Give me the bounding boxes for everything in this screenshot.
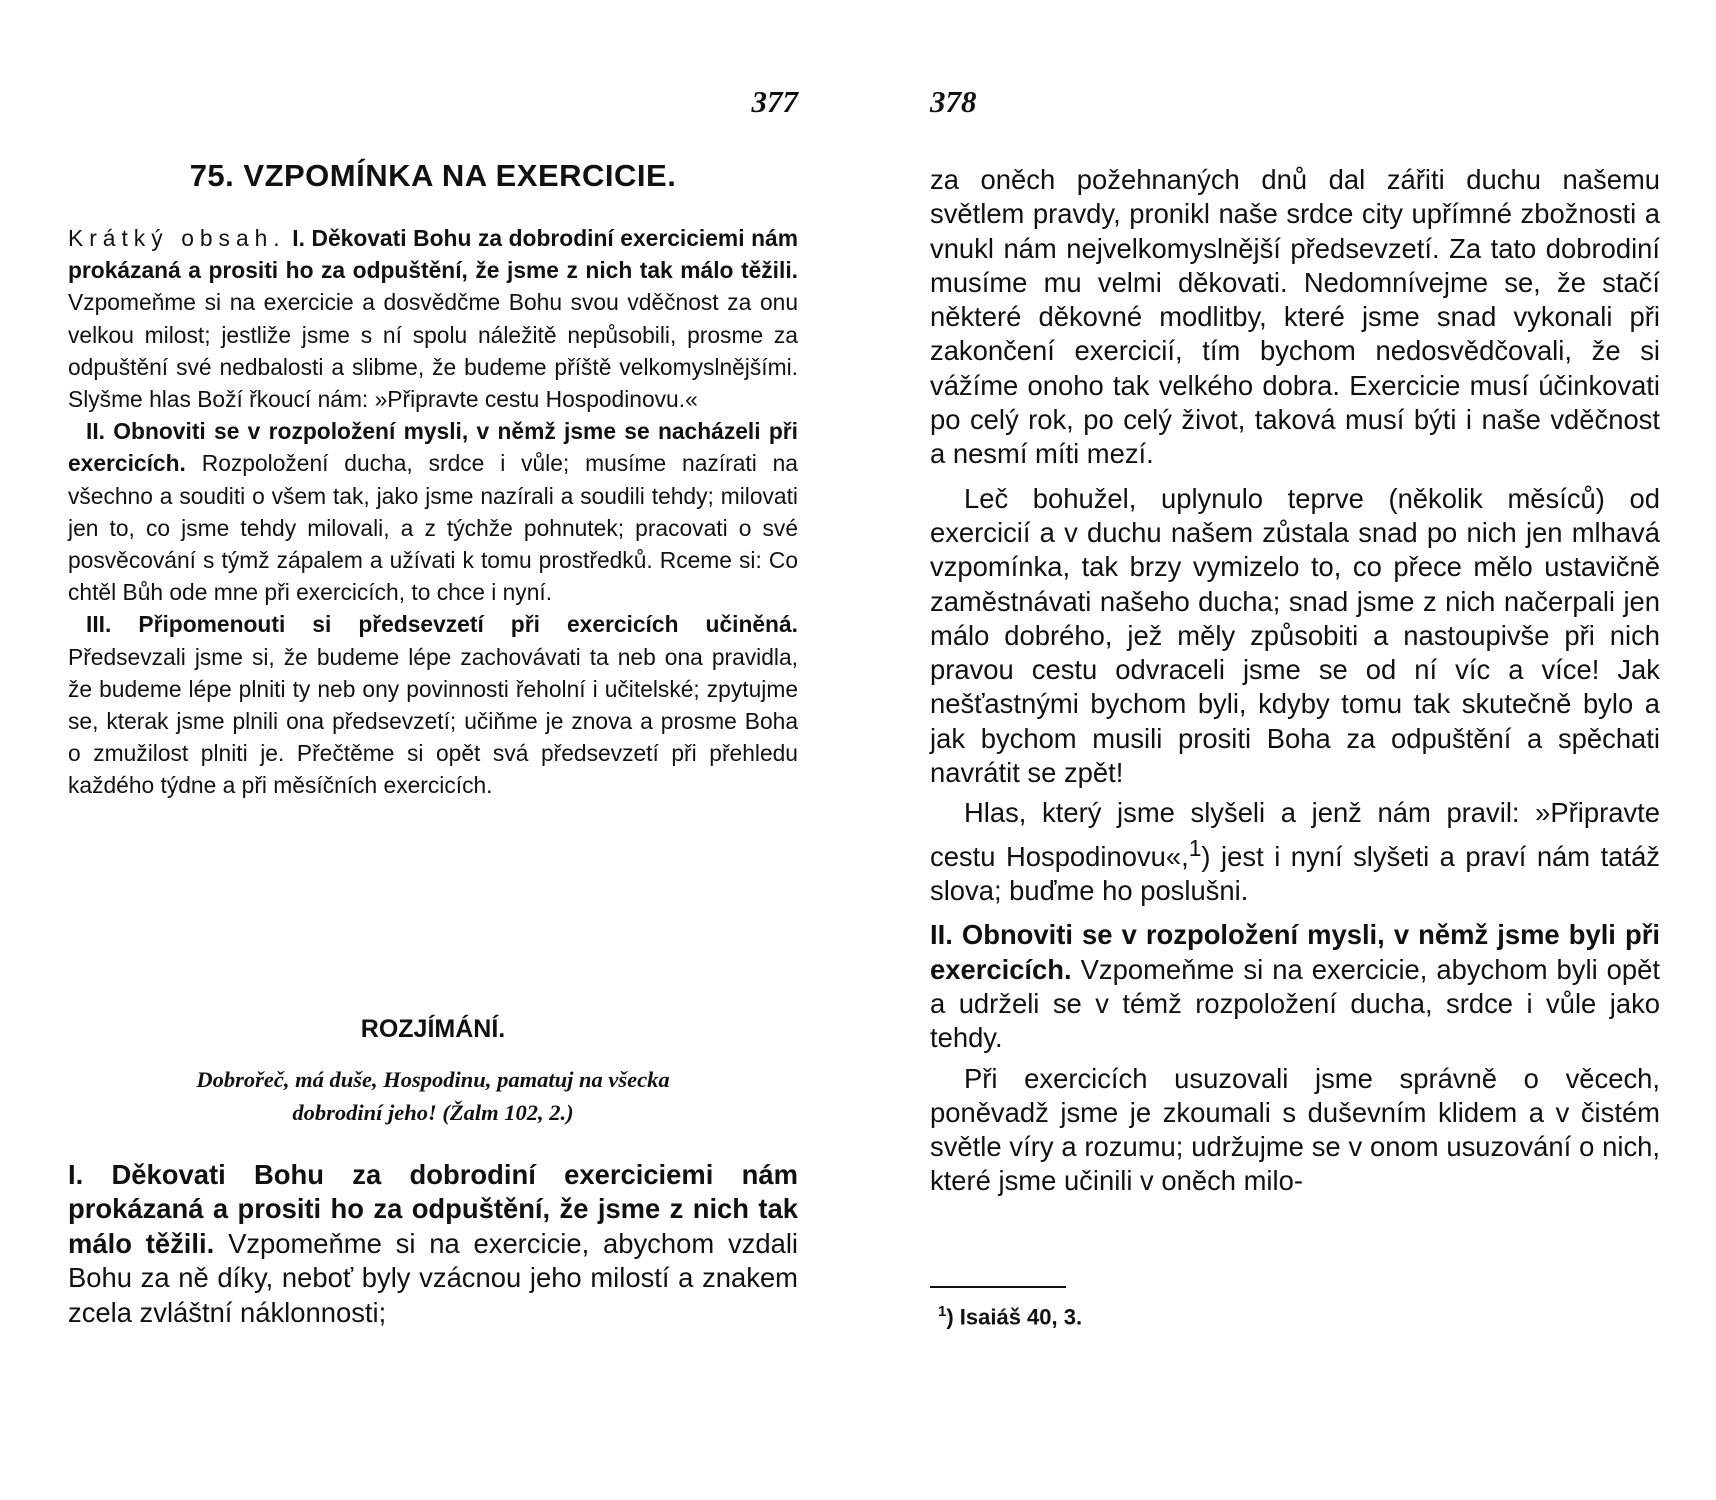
footnote — [938, 1303, 1082, 1330]
summary-point-2-heading: II. Obnoviti se v rozpoložení mysli, v němž jsme se nacházeli při exercicích. — [68, 418, 798, 477]
summary-point-1-heading: I. Děkovati Bohu za dobrodiní exerciciemi nám prokázaná a prositi ho za odpuštění, že jsme z nich tak málo těžili. — [68, 225, 798, 284]
meditation-point-2-text: Vzpomeňme si na exercicie, abychom byli opět a udrželi se v témž rozpoložení ducha, srdce i vůle jako tehdy. — [930, 953, 1660, 1054]
motto-line: Dobrořeč, má duše, Hospodinu, pamatuj na všecka — [196, 1067, 670, 1092]
chapter-summary — [68, 222, 798, 802]
paragraph: Leč bohužel, uplynulo teprve (několik měsíců) od exercicií a v duchu našem zůstala snad po nich jen mlhavá vzpomínka, tak brzy vymizelo to, co přece mělo ustavičně zaměstnávati našeho ducha; snad jsme z nich načerpali jen málo dobrého, jež měly způsobiti a nastoupivše při nich pravou cestu odvraceli jsme se od ní víc a více! Jak nešťastnými bychom byli, kdyby tomu tak skutečně bylo a jak bychom musili prositi Boha za odpuštění a spěchati navrátit se zpět! — [930, 482, 1660, 789]
meditation-point-1-text: Vzpomeňme si na exercicie, abychom vzdali Bohu za ně díky, neboť byly vzácnou jeho milostí a znakem zcela zvláštní náklonnosti; — [68, 1227, 798, 1328]
summary-point-1-text: Vzpomeňme si na exercicie a dosvědčme Bohu svou vděčnost za onu velkou milost; jestliže jsme s ní spolu náležitě nepůsobili, prosme za odpuštění své nedbalosti a slibme, že budeme příště velkomyslnějšími. Slyšme hlas Boží řkoucí nám: »Připravte cestu Hospodinovu.« — [68, 289, 798, 413]
left-page — [68, 0, 798, 1500]
summary-paragraph-3 — [68, 608, 798, 801]
summary-paragraph-2 — [68, 415, 798, 608]
summary-point-2-text: Rozpoložení ducha, srdce i vůle; musíme nazírati na všechno a souditi o všem tak, jako jsme nazírali a soudili tehdy; milovati jen to, co jsme tehdy milovali, a z týchže pohnutek; pracovati o své posvěcování s týmž zápalem a užívati k tomu prostředků. Rceme si: Co chtěl Bůh ode mne při exercicích, to chce i nyní. — [68, 450, 798, 606]
meditation-point-2-heading: II. Obnoviti se v rozpoložení mysli, v němž jsme byli při exercicích. — [930, 919, 1660, 985]
footnote-mark: 1 — [938, 1303, 947, 1320]
footnote-divider — [930, 1286, 1066, 1288]
paragraph — [930, 796, 1660, 908]
summary-paragraph-1 — [68, 222, 798, 415]
summary-point-3-text: Předsevzali jsme si, že budeme lépe zachovávati ta neb ona pravidla, že budeme lépe plniti ty neb ony povinnosti řeholní i učitelské; zpytujme se, kterak jsme plnili ona předsevzetí; učiňme je znova a prosme Boha o zmužilost plniti je. Přečtěme si opět svá předsevzetí při přehledu každého týdne a při měsíčních exercicích. — [68, 643, 798, 799]
paragraph: Při exercicích usuzovali jsme správně o věcech, poněvadž jsme je zkoumali s duševním klidem a v čistém světle víry a rozumu; udržujme se v onom usuzování o nich, které jsme učinili v oněch milo- — [930, 1062, 1660, 1197]
meditation-point-1 — [68, 1158, 798, 1330]
right-page-body — [930, 163, 1660, 1205]
page-number: 377 — [751, 84, 798, 119]
paragraph: za oněch požehnaných dnů dal zářiti duchu našemu světlem pravdy, pronikl naše srdce city upřímné zbožnosti a vnukl nám nejvelkomyslnější předsevzetí. Za tato dobrodiní musíme mu velmi děkovati. Nedomnívejme se, že stačí některé děkovné modlitby, které jsme snad vykonali při zakončení exercicií, tím bychom nedosvědčovali, že si vážíme onoho tak velkého dobra. Exercicie musí účinkovati po celý rok, po celý život, taková musí býti i naše vděčnost a nesmí míti mezí. — [930, 164, 1660, 470]
right-page — [930, 0, 1660, 1500]
summary-point-3-heading: III. Připomenouti si předsevzetí při exercicích učiněná. — [86, 611, 798, 638]
meditation-point-2 — [930, 918, 1660, 1055]
paragraph-text: ) jest i nyní slyšeti a praví nám tatáž slova; buďme ho poslušni. — [930, 840, 1661, 907]
chapter-title: 75. VZPOMÍNKA NA EXERCICIE. — [189, 158, 677, 193]
motto-line: dobrodiní jeho! (Žalm 102, 2.) — [292, 1100, 574, 1125]
motto-quote — [68, 1063, 798, 1129]
paragraph-text: Hlas, který jsme slyšeli a jenž nám pravil: »Připravte cestu Hospodinovu«, — [930, 797, 1660, 872]
meditation-point-1-heading: I. Děkovati Bohu za dobrodiní exerciciemi nám prokázaná a prositi ho za odpuštění, že jsme z nich tak málo těžili. — [68, 1159, 798, 1259]
section-title: ROZJÍMÁNÍ. — [360, 1015, 506, 1043]
footnote-text: ) Isaiáš 40, 3. — [946, 1304, 1083, 1330]
page-number: 378 — [930, 84, 977, 119]
footnote-reference: 1 — [1188, 834, 1202, 861]
summary-label: Krátký obsah. — [68, 225, 286, 251]
